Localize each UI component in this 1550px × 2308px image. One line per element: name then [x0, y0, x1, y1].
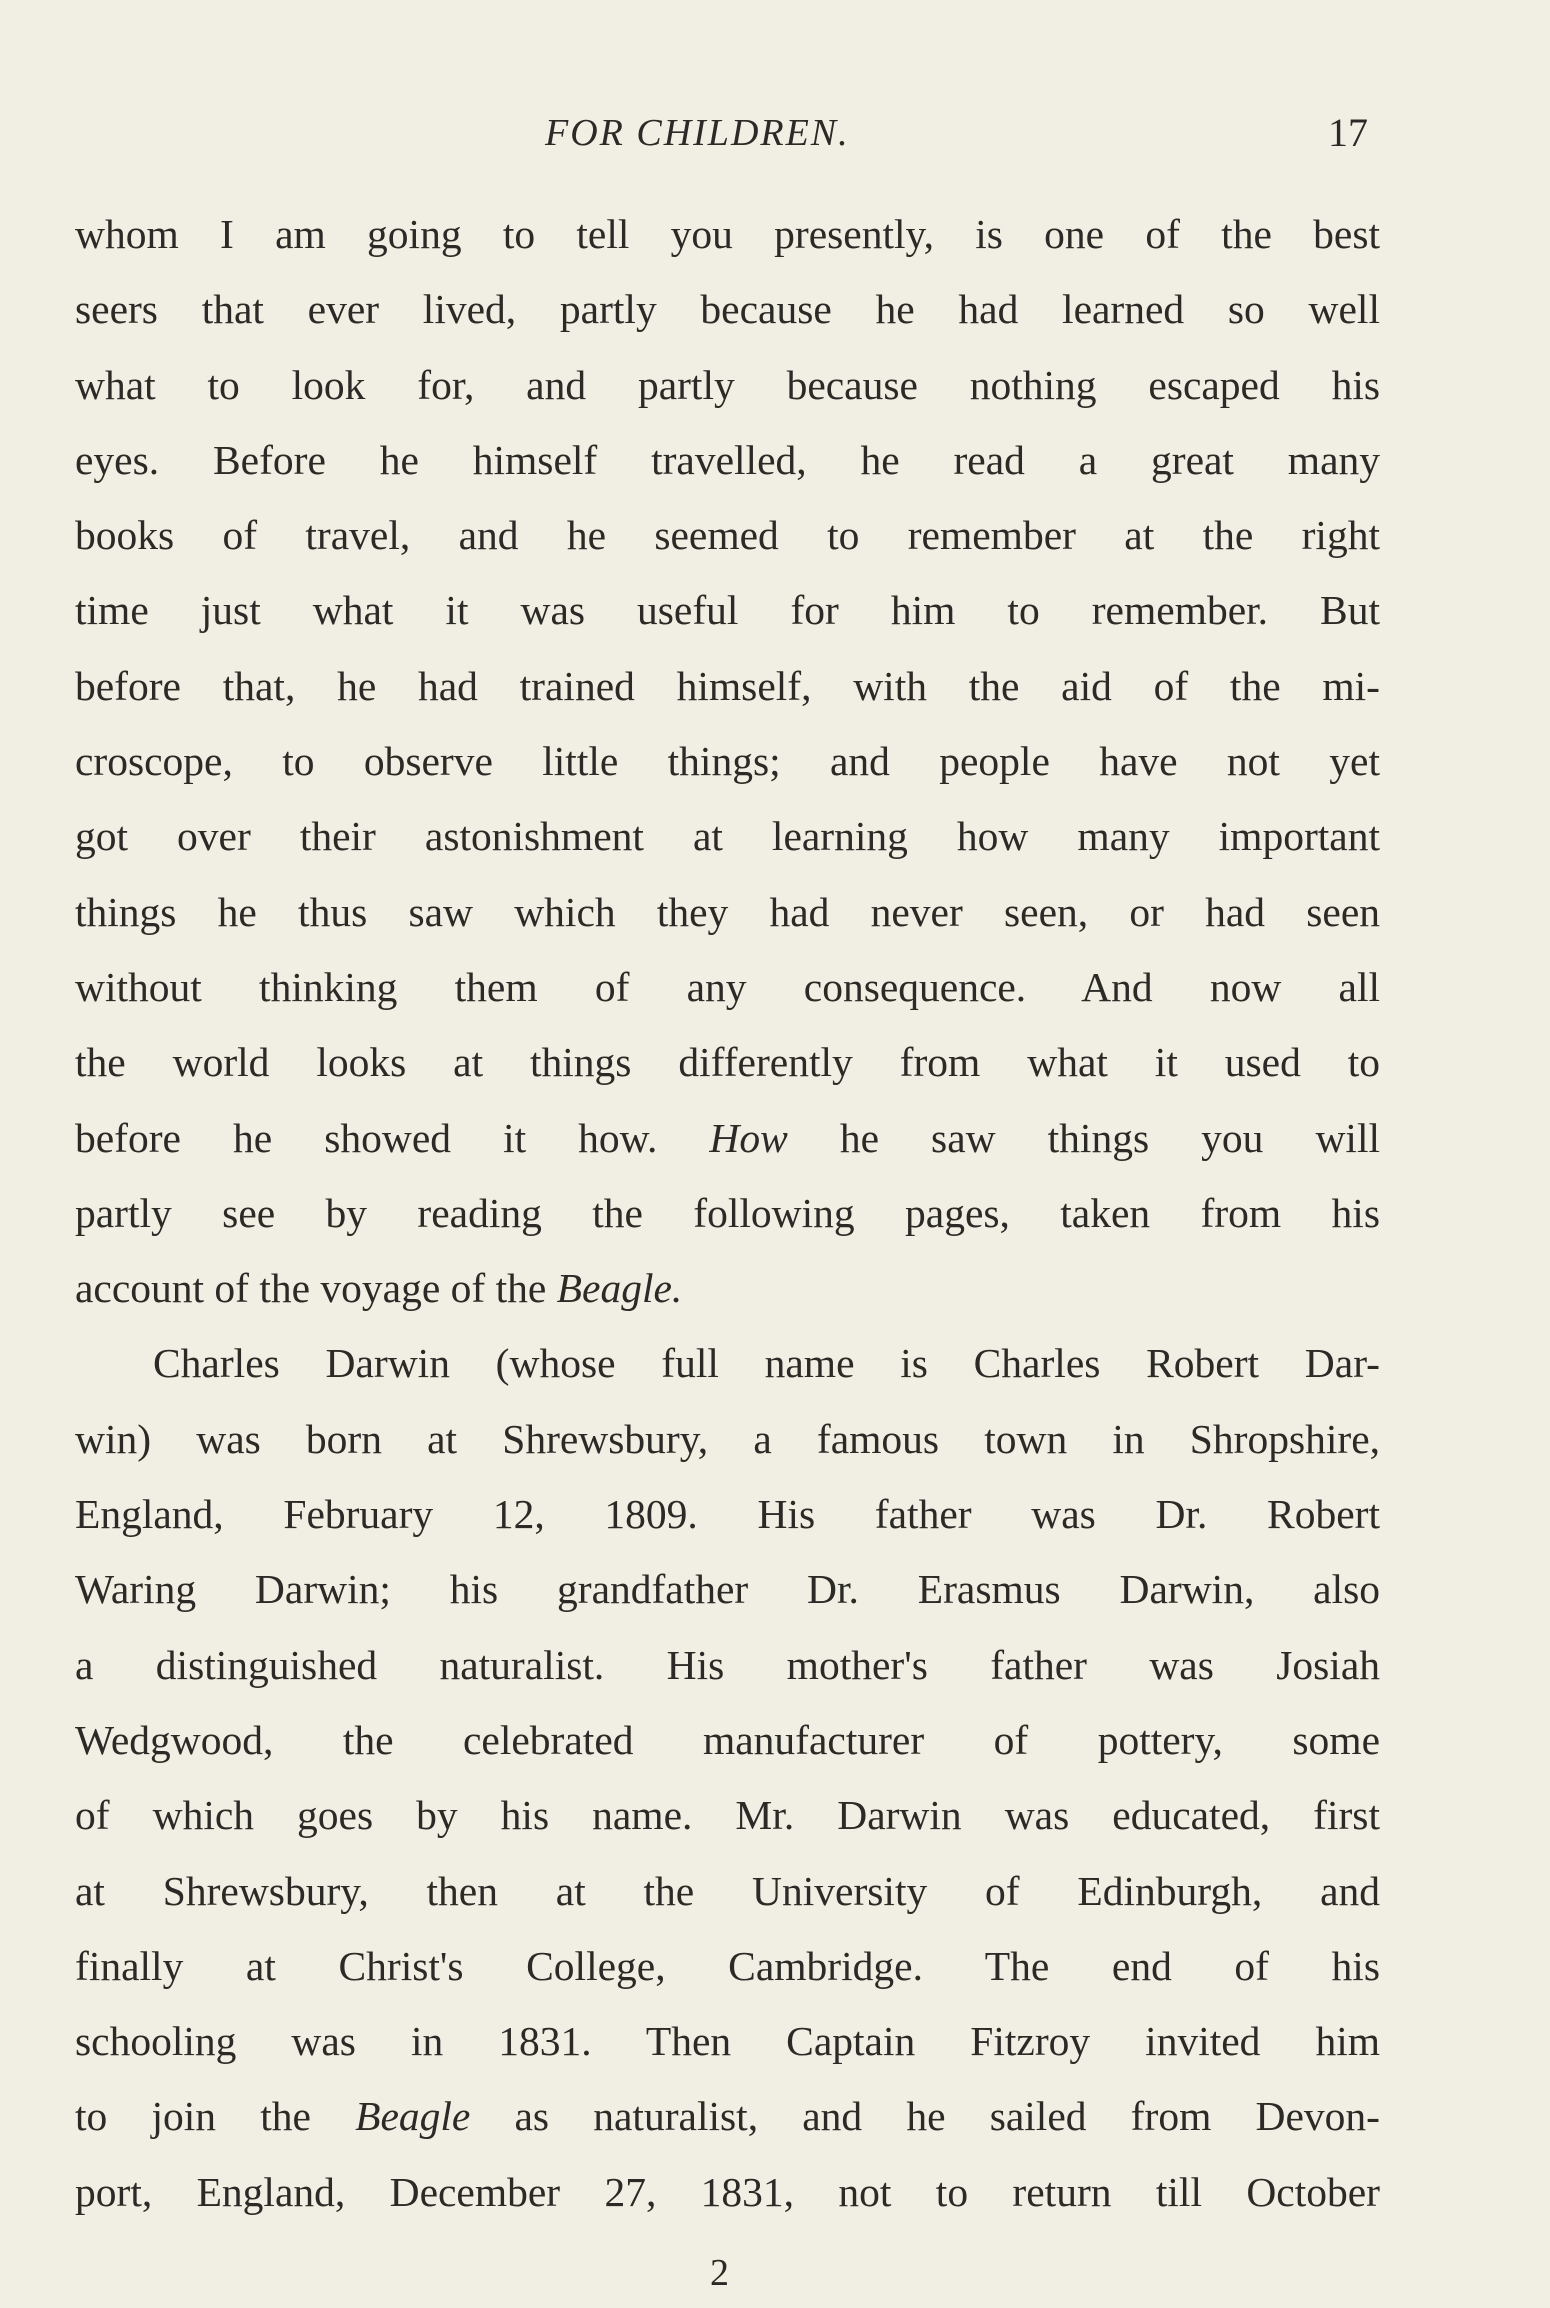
text-line: finally at Christ's College, Cambridge. The end of his: [75, 1942, 1380, 1989]
text-line: of which goes by his name. Mr. Darwin was educated, first: [75, 1792, 1380, 1839]
text-line: Charles Darwin (whose full name is Charles Robert Dar-: [153, 1340, 1380, 1387]
text-line-mixed: [75, 2079, 1380, 2154]
text-line-mixed: [75, 1251, 1380, 1326]
text-line: whom I am going to tell you presently, is one of the best: [75, 211, 1380, 257]
text-line: win) was born at Shrewsbury, a famous town in Shropshire,: [75, 1415, 1380, 1462]
paragraph-2: [75, 1326, 1380, 2230]
text-segment: before he showed it how.: [75, 1114, 658, 1161]
text-line: got over their astonishment at learning how many important: [75, 813, 1380, 860]
text-segment: he saw things you will: [839, 1114, 1380, 1161]
page-number: 17: [1328, 110, 1368, 155]
text-segment: account of the voyage of the: [75, 1265, 547, 1312]
text-line: England, February 12, 1809. His father was Dr. Robert: [75, 1491, 1380, 1538]
italic-ship-name: Beagle: [355, 2093, 471, 2140]
text-line: port, England, December 27, 1831, not to return till October: [75, 2168, 1380, 2215]
italic-ship-name: Beagle.: [556, 1265, 683, 1312]
text-line: books of travel, and he seemed to remember at the right: [75, 512, 1380, 559]
signature: [0, 2248, 1550, 2298]
text-line: time just what it was useful for him to remember. But: [75, 587, 1380, 634]
italic-word-how: How: [709, 1114, 788, 1161]
text-line-mixed: [75, 1101, 1380, 1176]
text-line: the world looks at things differently from what it used to: [75, 1039, 1380, 1086]
text-line: what to look for, and partly because nothing escaped his: [75, 361, 1380, 408]
text-line: things he thus saw which they had never seen, or had seen: [75, 888, 1380, 935]
text-line: seers that ever lived, partly because he had learned so well: [75, 286, 1380, 333]
body-text: [75, 197, 1380, 2230]
text-line: Waring Darwin; his grandfather Dr. Erasmus Darwin, also: [75, 1566, 1380, 1613]
text-segment: to join the: [75, 2093, 311, 2140]
running-head: [0, 108, 1550, 158]
text-line: partly see by reading the following pages, taken from his: [75, 1189, 1380, 1236]
text-segment: as naturalist, and he sailed from Devon-: [514, 2093, 1380, 2140]
paragraph-1: [75, 197, 1380, 1326]
text-line: schooling was in 1831. Then Captain Fitzroy invited him: [75, 2018, 1380, 2065]
text-line: Wedgwood, the celebrated manufacturer of pottery, some: [75, 1716, 1380, 1763]
signature-mark: 2: [710, 2252, 729, 2294]
text-line: without thinking them of any consequence. And now all: [75, 963, 1380, 1010]
running-title: FOR CHILDREN.: [545, 112, 850, 154]
text-line: before that, he had trained himself, with the aid of the mi-: [75, 662, 1380, 709]
text-line: eyes. Before he himself travelled, he read a great many: [75, 436, 1380, 483]
text-line: croscope, to observe little things; and people have not yet: [75, 738, 1380, 785]
text-line: a distinguished naturalist. His mother's father was Josiah: [75, 1641, 1380, 1688]
text-line: at Shrewsbury, then at the University of Edinburgh, and: [75, 1867, 1380, 1914]
